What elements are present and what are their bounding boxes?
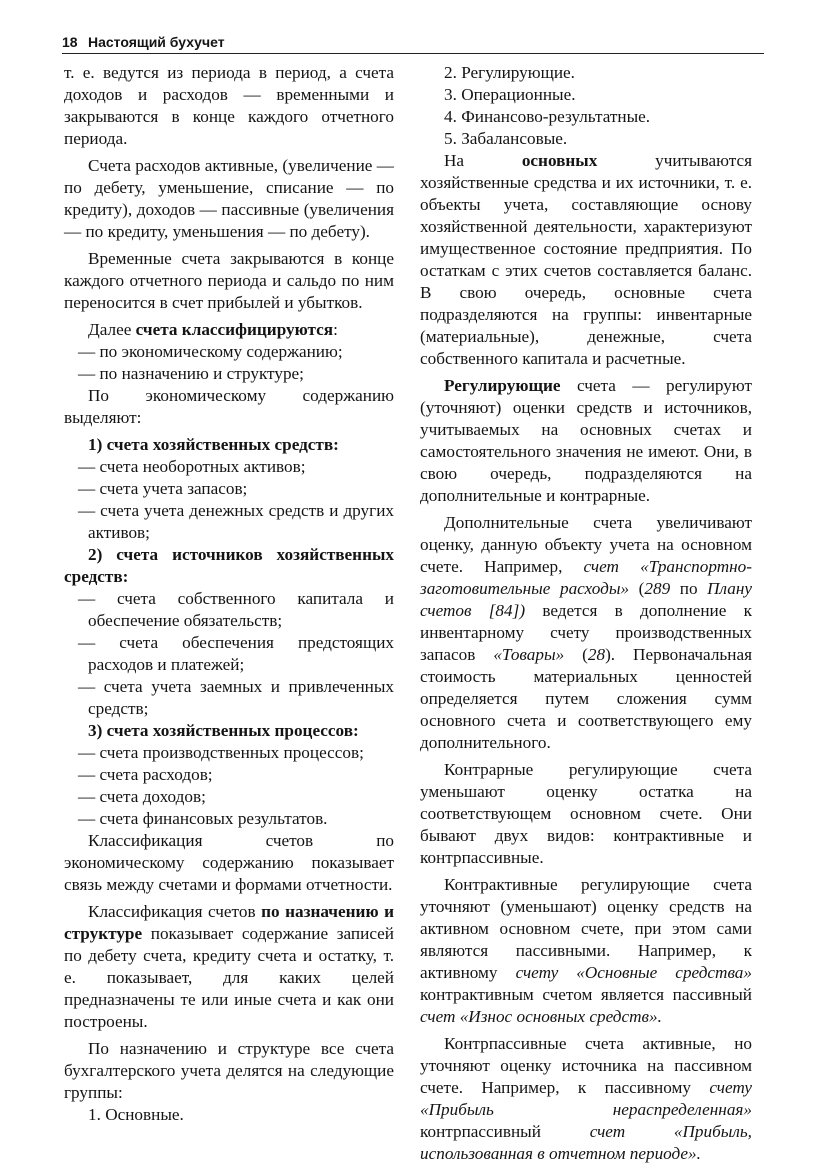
bold-term: счета классифицируются: [135, 320, 334, 339]
paragraph: Регулирующие счета — регулируют (уточняют) оценки средств и источников, учитываемых на основных счетах и самостоятельного значения не имеют. Они, в свою очередь, подразделяются на дополнительные и контрарные.: [420, 376, 752, 505]
list-item: 3. Операционные.: [444, 85, 576, 104]
list-item: — счета учета запасов;: [78, 479, 248, 498]
paragraph: Классификация счетов по экономическому содержанию показывает связь между счетами и формами отчетности.: [64, 831, 394, 894]
list-item: — счета финансовых результатов.: [78, 809, 328, 828]
list-item: — счета собственного капитала и обеспечение обязательств;: [78, 589, 394, 630]
list-item: — по назначению и структуре;: [78, 364, 304, 383]
paragraph: Временные счета закрываются в конце каждого отчетного периода и сальдо по ним переносится в счет прибылей и убытков.: [64, 249, 394, 312]
left-column: [64, 62, 394, 1126]
paragraph: Контрактивные регулирующие счета уточняют (уменьшают) оценку средств на активном основном счете, при этом сами являются пассивными. Например, к активному счету «Основные средства» контрактивным счетом является пассивный счет «Износ основных средств».: [420, 875, 752, 1026]
list-item: — счета обеспечения предстоящих расходов и платежей;: [78, 633, 394, 674]
bold-term: по назначению и структуре: [64, 902, 394, 943]
list-item: — счета учета заемных и привлеченных средств;: [78, 677, 394, 718]
paragraph: Счета расходов активные, (увеличение — по дебету, уменьшение, списание — по кредиту), доходов — пассивные (увеличения — по кредиту, уменьшения — по дебету).: [64, 156, 394, 241]
running-title: Настоящий бухучет: [88, 34, 225, 50]
section-heading: 1) счета хозяйственных средств:: [88, 435, 339, 454]
paragraph: Дополнительные счета увеличивают оценку, данную объекту учета на основном счете. Например, счет «Транспортно-заготовительные расходы» (289 по Плану счетов [84]) ведется в дополнение к инвентарному счету производственных запасов «Товары» (28). Первоначальная стоимость материальных ценностей определяется путем сложения сумм основного счета и соответствующего ему дополнительного.: [420, 513, 753, 752]
paragraph: Контрпассивные счета активные, но уточняют оценку источника на пассивном счете. Например, к пассивному счету «Прибыль нераспределенная» контрпассивный счет «Прибыль, использованная в отчетном периоде».: [420, 1034, 752, 1163]
list-item: 4. Финансово-результатные.: [444, 107, 651, 126]
list-item: — счета доходов;: [78, 787, 206, 806]
list-item: 1. Основные.: [88, 1105, 184, 1124]
list-item: — счета учета денежных средств и других активов;: [78, 501, 394, 542]
list-item: — счета производственных процессов;: [78, 743, 364, 762]
bold-term: основных: [521, 151, 598, 170]
list-item: 2. Регулирующие.: [444, 63, 575, 82]
section-heading: 2) счета источников хозяйственных средств:: [64, 545, 394, 586]
header-rule: [62, 53, 764, 54]
list-item: — счета расходов;: [78, 765, 213, 784]
paragraph: т. е. ведутся из периода в период, а счета доходов и расходов — временными и закрываются в конце каждого отчетного периода.: [64, 63, 394, 148]
page-number: 18: [62, 34, 78, 50]
running-header: [62, 34, 762, 54]
paragraph: Контрарные регулирующие счета уменьшают оценку остатка на соответствующем основном счете. Они бывают двух видов: контрактивные и контрпассивные.: [420, 760, 752, 867]
paragraph: По назначению и структуре все счета бухгалтерского учета делятся на следующие группы:: [64, 1039, 394, 1102]
section-heading: 3) счета хозяйственных процессов:: [88, 721, 359, 740]
paragraph: По экономическому содержанию выделяют:: [64, 386, 394, 427]
paragraph: Классификация счетов по назначению и структуре показывает содержание записей по дебету счета, кредиту счета и остатку, т. е. показывает, для каких целей предназначены те или иные счета и как они построены.: [64, 902, 394, 1031]
list-item: — по экономическому содержанию;: [78, 342, 343, 361]
list-item: 5. Забалансовые.: [444, 129, 568, 148]
bold-term: Регулирующие: [444, 376, 561, 395]
paragraph: На основных учитываются хозяйственные средства и их источники, т. е. объекты учета, составляющие основу хозяйственной деятельности, характеризуют имущественное состояние предприятия. По остаткам с этих счетов составляется баланс. В свою очередь, основные счета подразделяются на группы: инвентарные (материальные), денежные, счета собственного капитала и расчетные.: [420, 151, 752, 368]
paragraph: Далее счета классифицируются:: [88, 320, 338, 339]
list-item: — счета необоротных активов;: [78, 457, 306, 476]
right-column: [420, 62, 752, 1165]
